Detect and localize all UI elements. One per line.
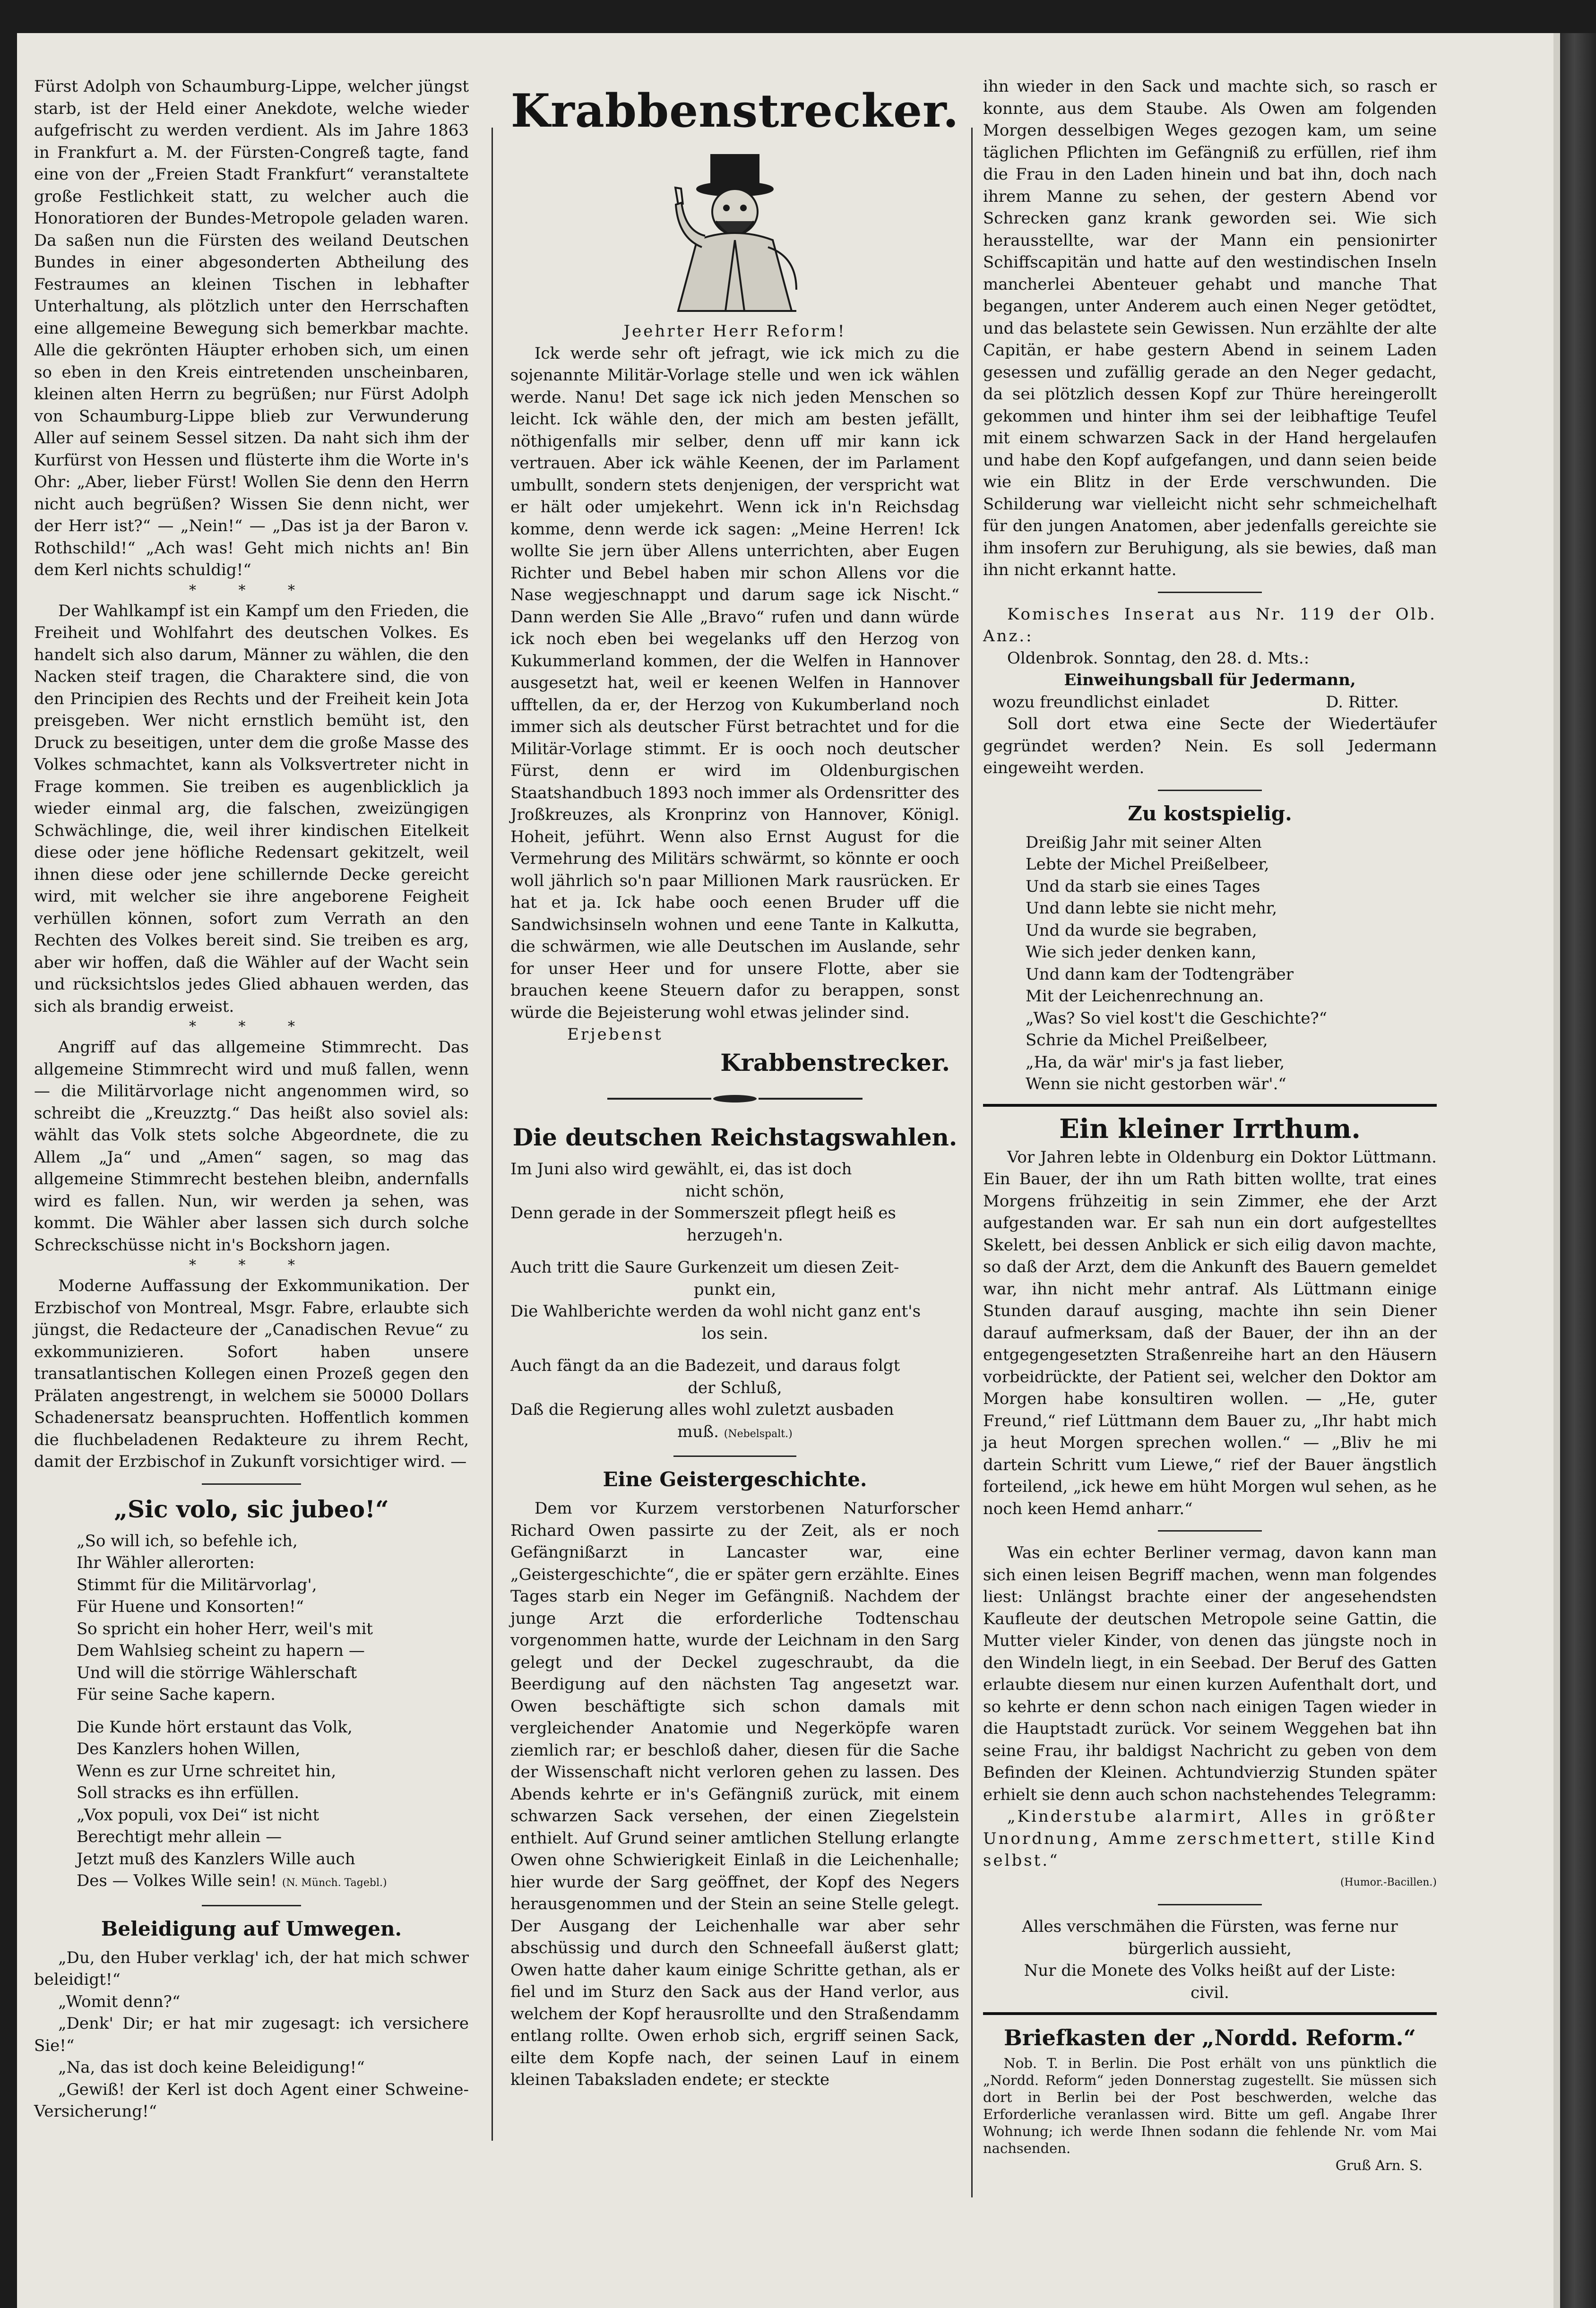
poem-line: Dreißig Jahr mit seiner Alten	[1026, 833, 1262, 852]
article-geistergeschichte: Dem vor Kurzem verstorbenen Naturforscher Richard Owen passirte zu der Zeit, als er noch Gefängnißarzt in Lancaster war, eine „Geistergeschichte“, die er später gern erzählte. Eines Tages starb ein Neger im Gefängniß. Nachdem der junge Arzt die erforderliche Todtenschau vorgenommen hatte, wurde der Leichnam in den Sarg gelegt und der Deckel zugeschraubt, da die Beerdigung auf den nächsten Tag angesetzt war. Owen beschäftigte sich schon damals mit vergleichender Anatomie und Negerköpfe waren ziemlich rar; er beschloß daher, diesen für die Sache der Wissenschaft nicht verloren gehen zu lassen. Des Abends kehrte er in's Gefängniß zurück, mit einem schwarzen Sack versehen, der einen Ziegelstein enthielt. Auf Grund seiner amtlichen Stellung erlangte Owen ohne Schwierigkeit Einlaß in die Leichenhalle; hier wurde der Sarg geöffnet, der Kopf des Negers herausgenommen und der Stein an seine Stelle gelegt. Der Ausgang der Leichenhalle war aber sehr abschüssig und durch den Schneefall äußerst glatt; Owen hatte daher kaum einige Schritte gethan, als er fiel und im Sturz den Sack aus der Hand verlor, aus welchem der Kopf herausrollte und den Straßendamm entlang rollte. Owen erhob sich, ergriff seinen Sack, eilte dem Kopfe nach, der seinen Lauf in einem kleinen Tabaksladen endete; er steckte	[510, 1499, 959, 2089]
irrthum-title: Ein kleiner Irrthum.	[1059, 1113, 1361, 1145]
letter-salutation: Jeehrter Herr Reform!	[623, 322, 846, 341]
article-geister-continued: ihn wieder in den Sack und machte sich, so rasch er konnte, aus dem Staube. Als Owen am folgenden Morgen desselbigen Weges gezogen kam, um seine täglichen Pflichten im Gefängniß zu erfüllen, rief ihm die Frau in den Laden hinein und bat ihn, doch nach ihrem Manne zu sehen, der gestern Abend vor Schrecken ganz krank geworden sei. Wie sich herausstellte, war der Mann ein pensionirter Schiffscapitän und hatte auf den westindischen Inseln mancherlei Abenteuer gehabt und manche That begangen, unter Anderem auch einen Neger getödtet, und das belastete sein Gewissen. Nun erzählte der alte Capitän, er habe gestern Abend in seinem Laden gesessen und zufällig gerade an den Neger gedacht, da sei plötzlich dessen Kopf zur Thüre hereingerollt gekommen und hinter ihm sei der leibhaftige Teufel mit einem schwarzen Sack in der Hand hergelaufen und habe den Kopf aufgefangen, und dann seien beide wie ein Blitz in der Erde verschwunden. Die Schilderung war vielleicht nicht sehr schmeichelhaft für den jungen Anatomen, aber jedenfalls gereichte sie ihm insofern zur Beruhigung, als sie bewies, daß man ihn nicht erkannt hatte.	[983, 77, 1437, 579]
poem-line: Die Kunde hört erstaunt das Volk,	[77, 1717, 353, 1737]
poem-line: Wenn es zur Urne schreitet hin,	[77, 1761, 336, 1781]
verse-line: Denn gerade in der Sommerszeit pflegt heiß es	[510, 1204, 896, 1223]
geister-title: Eine Geistergeschichte.	[603, 1468, 867, 1491]
verse-line: muß.	[677, 1422, 719, 1441]
poem-line: „Ha, da wär' mir's ja fast lieber,	[1026, 1052, 1285, 1072]
divider	[1158, 1904, 1262, 1905]
poem-line: Für Huene und Konsorten!“	[77, 1597, 304, 1616]
poem-line: Ihr Wähler allerorten:	[77, 1553, 255, 1572]
ornament-line	[603, 1093, 867, 1104]
telegram-text: „Kinderstube alarmirt, Alles in größter Unordnung, Amme zerschmettert, stille Kind selbst.“	[983, 1807, 1437, 1870]
masthead-krabbenstrecker: Krabbenstrecker.	[510, 84, 959, 138]
reichstag-stanza	[510, 1355, 959, 1445]
poem-line: Des — Volkes Wille sein!	[77, 1871, 277, 1890]
inserat-invite: wozu freundlichst einladet	[992, 692, 1209, 712]
verse-line: bürgerlich aussieht,	[1128, 1939, 1292, 1958]
verse-line: nicht schön,	[685, 1181, 785, 1201]
poem-line: Dem Wahlsieg scheint zu hapern —	[77, 1641, 365, 1660]
column-rule	[971, 128, 973, 2197]
inserat-comment: Soll dort etwa eine Secte der Wiedertäufer gegründet werden? Nein. Es soll Jedermann eingeweiht werden.	[983, 715, 1437, 777]
verse-line: Nur die Monete des Volks heißt auf der Liste:	[1024, 1961, 1396, 1980]
briefkasten-title: Briefkasten der „Nordd. Reform.“	[1003, 2025, 1416, 2050]
poem-line: „Was? So viel kost't die Geschichte?“	[1026, 1008, 1328, 1028]
briefkasten-text: Nob. T. in Berlin. Die Post erhält von uns pünktlich die „Nordd. Reform“ jeden Donnerstag zugestellt. Sie müssen sich dort in Berlin bei der Post beschwerden, welche das Erforderliche veranlassen wird. Bitte um gefl. Angabe Ihrer Wohnung; ich werde Ihnen sodann die fehlende Nr. vom Mai nachsenden.	[983, 2055, 1437, 2156]
poem-stanza	[77, 1530, 469, 1706]
letter-body: Ick werde sehr oft jefragt, wie ick mich zu die sojenannte Militär-Vorlage stelle und wen ick wählen werde. Nanu! Det sage ick nich jeden Menschen so leicht. Ick wähle den, der mich am besten jefällt, nöthigenfalls mir selber, denn uff mir kann ick vertrauen. Aber ick wähle Keenen, der im Parlament umbullt, sondern stets denjenigen, der verspricht wat er hält oder umjekehrt. Wenn ick in'n Reichsdag komme, denn werde ick sagen: „Meine Herren! Ick wollte Sie jern über Allens unterrichten, aber Eugen Richter und Bebel haben mir schon Allens vor die Nase wegjeschnappt und darum sage ick Nischt.“ Dann werden Sie Alle „Bravo“ rufen und dann würde ick noch eben bei wegelanks uff den Herzog von Kukummerland kommen, der die Welfen in Hannover ausgesetzt hat, weil er keenen Welfen in Hannover ufftellen, da er, der Herzog von Kukumberland noch immer sich als deutscher Fürst betrachtet und for die Militär-Vorlage stimmt. Er is ooch noch deutscher Fürst, denn er wird im Oldenburgischen Staatshandbuch 1893 noch immer als Ordensritter des Jroßkreuzes, als Kronprinz von Hannover, Königl. Hoheit, jeführt. Wenn also Ernst August for die Vermehrung des Militärs schwärmt, so könnte er ooch woll jährlich so'n paar Millionen Mark rausrücken. Er hat et ja. Ick habe ooch eenen Bruder uff die Sandwichsinseln wohnen und eene Tante in Kalkutta, die schwärmen, wie alle Deutschen im Auslande, sehr for unser Heer und for unsere Flotte, aber sie brauchen keene Steuern dafor zu berappen, sonst würde die Bejeisterung wohl etwas jelinder sind.	[510, 344, 959, 1022]
inserat-invite-row	[983, 691, 1437, 714]
poem-line: Lebte der Michel Preißelbeer,	[1026, 855, 1269, 874]
poem-stanza	[77, 1716, 469, 1895]
verse-line: los sein.	[701, 1324, 768, 1343]
divider	[983, 1104, 1437, 1107]
verse-line: Auch tritt die Saure Gurkenzeit um diesen Zeit-	[510, 1258, 899, 1277]
poem-line: So spricht ein hoher Herr, weil's mit	[77, 1619, 373, 1638]
article-wahlkampf: Der Wahlkampf ist ein Kampf um den Frieden, die Freiheit und Wohlfahrt des deutschen Volkes. Es handelt sich also darum, Männer zu wählen, die den Nacken steif tragen, die Charaktere sind, die von den Principien des Rechts und der Freiheit kein Jota preisgeben. Wer nicht ernstlich bemüht ist, den Druck zu beseitigen, unter dem die große Masse des Volkes schmachtet, kann als Volksvertreter nicht in Frage kommen. Sie treiben es augenblicklich ja wieder einmal arg, die falschen, zweizüngigen Schwächlinge, die, weil ihrer kindischen Eitelkeit diese oder jene höfliche Redensart gekitzelt, weil ihnen diese oder jene schillernde Decke gereicht wird, mit welcher sie ihre angeborene Feigheit verhüllen können, sofort zum Verrath an den Rechten des Volkes bereit sind. Sie treiben es arg, aber wir hoffen, daß die Wähler auf der Wacht sein und rücksichtslos jedes Glied abhauen werden, das sich als brandig erweist.	[34, 601, 469, 1016]
verse-source: (Nebelspalt.)	[724, 1428, 793, 1440]
verse-line: Daß die Regierung alles wohl zuletzt ausbaden	[510, 1400, 894, 1419]
reichstag-stanza	[510, 1257, 959, 1344]
poem-zu-kostspielig	[1026, 832, 1437, 1095]
poem-line: Soll stracks es ihn erfüllen.	[77, 1783, 300, 1802]
separator-stars: * * *	[189, 1018, 314, 1035]
separator-stars: * * *	[189, 582, 314, 599]
article-exkommunikation: Moderne Auffassung der Exkommunikation. Der Erzbischof von Montreal, Msgr. Fabre, erlaubte sich jüngst, die Redacteure der „Canadischen Revue“ zu exkommunizieren. Sofort haben unsere transatlantischen Kollegen einen Prozeß gegen den Prälaten angestrengt, in welchem sie 50000 Dollars Schadenersatz beanspruchten. Hoffentlich kommen die fluchbeladenen Redakteure zu ihrem Recht, damit der Erzbischof in Zukunft vorsichtiger wird. —	[34, 1276, 469, 1471]
poem-line: Schrie da Michel Preißelbeer,	[1026, 1031, 1268, 1050]
zu-kostspielig-title: Zu kostspielig.	[1128, 801, 1292, 825]
poem-line: Stimmt für die Militärvorlag',	[77, 1575, 317, 1594]
poem-sic-volo	[77, 1530, 469, 1895]
ornamental-divider	[510, 1089, 959, 1111]
poem-line: Wenn sie nicht gestorben wär'.“	[1026, 1075, 1286, 1094]
poem-line: Und dann lebte sie nicht mehr,	[1026, 899, 1277, 918]
column-right	[983, 76, 1437, 2174]
verse-line: Auch fängt da an die Badezeit, und daraus folgt	[510, 1356, 900, 1375]
inserat-intro: Komisches Inserat aus Nr. 119 der Olb. Anz.:	[983, 604, 1437, 646]
poem-line: Und da wurde sie begraben,	[1026, 921, 1257, 940]
poem-line: Und will die störrige Wählerschaft	[77, 1663, 357, 1682]
poem-line: „So will ich, so befehle ich,	[77, 1531, 298, 1550]
column-left	[34, 76, 469, 2123]
divider	[202, 1905, 301, 1906]
verse-line: Alles verschmähen die Fürsten, was ferne nur	[1022, 1917, 1398, 1936]
poem-line: Des Kanzlers hohen Willen,	[77, 1740, 301, 1758]
poem-title: „Sic volo, sic jubeo!“	[114, 1495, 389, 1523]
inserat-line: Oldenbrok. Sonntag, den 28. d. Mts.:	[1007, 648, 1310, 668]
reichstag-title: Die deutschen Reichstagswahlen.	[512, 1123, 958, 1151]
letter-signature: Krabbenstrecker.	[720, 1048, 950, 1076]
poem-line: Und da starb sie eines Tages	[1026, 877, 1260, 896]
verse-line: Die Wahlberichte werden da wohl nicht ganz ent's	[510, 1302, 921, 1321]
article-schaumburg: Fürst Adolph von Schaumburg-Lippe, welcher jüngst starb, ist der Held einer Anekdote, welche wieder aufgefrischt zu werden verdient. Als im Jahre 1863 in Frankfurt a. M. der Fürsten-Congreß tagte, fand eine von der „Freien Stadt Frankfurt“ veranstaltete große Festlichkeit statt, zu welcher auch die Honoratioren der Bundes-Metropole geladen waren. Da saßen nun die Fürsten des weiland Deutschen Bundes in einer abgesonderten Abtheilung des Festraumes an kleinen Tischen in lebhafter Unterhaltung, als plötzlich unter den Herrschaften eine allgemeine Bewegung sich bemerkbar machte. Alle die gekrönten Häupter erhoben sich, um einen so eben in den Kreis eintretenden unscheinbaren, kleinen alten Herrn zu begrüßen; nur Fürst Adolph von Schaumburg-Lippe blieb zur Verwunderung Aller auf seinem Sessel sitzen. Da naht sich ihm der Kurfürst von Hessen und flüsterte ihm die Worte in's Ohr: „Aber, lieber Fürst! Wollen Sie denn den Herrn nicht auch begrüßen? Wissen Sie denn nicht, wer der Herr ist?“ — „Nein!“ — „Das ist ja der Baron v. Rothschild!“ „Ach was! Geht mich nichts an! Bin dem Kerl nichts schuldig!“	[34, 77, 469, 579]
telegram-source: (Humor.-Bacillen.)	[1340, 1876, 1437, 1888]
poem-line: „Vox populi, vox Dei“ ist nicht	[77, 1805, 319, 1825]
briefkasten-signature: Gruß Arn. S.	[1335, 2157, 1423, 2173]
divider	[983, 2012, 1437, 2015]
poem-line: Mit der Leichenrechnung an.	[1026, 987, 1264, 1006]
verse-line: punkt ein,	[693, 1280, 776, 1299]
column-rule	[492, 128, 493, 2141]
reichstag-stanza	[510, 1158, 959, 1246]
verse-line: der Schluß,	[688, 1378, 782, 1397]
separator-stars: * * *	[189, 1257, 314, 1274]
dialogue-line: „Du, den Huber verklag' ich, der hat mich schwer beleidigt!“	[34, 1948, 469, 1989]
caricature-illustration	[645, 146, 825, 316]
verse-line: Im Juni also wird gewählt, ei, das ist doch	[510, 1160, 852, 1179]
poem-line: Für seine Sache kapern.	[77, 1685, 276, 1704]
poem-line: Wie sich jeder denken kann,	[1026, 943, 1257, 962]
verse-line: civil.	[1191, 1983, 1229, 2002]
divider	[202, 1483, 301, 1485]
column-middle	[510, 76, 959, 2091]
closing-verse	[983, 1916, 1437, 2004]
poem-line: Berechtigt mehr allein —	[77, 1827, 282, 1846]
inserat-name: D. Ritter.	[1326, 692, 1399, 712]
beleidigung-title: Beleidigung auf Umwegen.	[101, 1917, 402, 1940]
poem-source: (N. Münch. Tagebl.)	[282, 1877, 387, 1889]
letter-closing: Erjebenst	[567, 1025, 663, 1044]
divider	[1158, 1530, 1262, 1532]
dialogue-line: „Gewiß! der Kerl ist doch Agent einer Schweine-Versicherung!“	[34, 2080, 469, 2121]
page-edge	[1560, 33, 1596, 2308]
poem-line: Und dann kam der Todtengräber	[1026, 965, 1294, 984]
divider	[1158, 592, 1262, 593]
divider	[1158, 790, 1262, 791]
inserat-title: Einweihungsball für Jedermann,	[1064, 671, 1356, 689]
article-stimmrecht: Angriff auf das allgemeine Stimmrecht. Das allgemeine Stimmrecht wird und muß fallen, wenn — die Militärvorlage nicht angenommen wird, so schreibt die „Kreuzztg.“ Das heißt also soviel als: wählt das Volk stets solche Abgeordnete, die zu Allem „Ja“ und „Amen“ sagen, so mag das allgemeine Stimmrecht bestehen bleibn, andernfalls wird es fallen. Nun, wir werden ja sehen, was kommt. Die Wähler aber lassen sich durch solche Schreckschüsse nicht in's Bockshorn jagen.	[34, 1038, 469, 1255]
divider	[673, 1455, 796, 1457]
dialogue-line: „Denk' Dir; er hat mir zugesagt: ich versichere Sie!“	[34, 2014, 469, 2055]
poem-line: Jetzt muß des Kanzlers Wille auch	[77, 1849, 355, 1869]
dialogue-line: „Womit denn?“	[58, 1992, 181, 2011]
dialogue-line: „Na, das ist doch keine Beleidigung!“	[58, 2058, 365, 2077]
verse-line: herzugeh'n.	[687, 1225, 783, 1245]
article-berliner: Was ein echter Berliner vermag, davon kann man sich einen leisen Begriff machen, wenn man folgendes liest: Unlängst brachte einer der angesehendsten Kaufleute der deutschen Metropole seine Gattin, die Mutter vieler Kinder, von denen das jüngste noch in den Windeln liegt, in ein Seebad. Der Beruf des Gatten erlaubte diesem nur einen kurzen Aufenthalt dort, und so kehrte er denn schon nach einigen Tagen wieder in die Hauptstadt zurück. Vor seinem Weggehen bat ihn seine Frau, ihr baldigst Nachricht zu geben von dem Befinden der Kleinen. Achtundvierzig Stunden später erhielt sie denn auch schon nachstehendes Telegramm:	[983, 1543, 1437, 1804]
article-irrthum: Vor Jahren lebte in Oldenburg ein Doktor Lüttmann. Ein Bauer, der ihn um Rath bitten wollte, trat eines Morgens frühzeitig in sein Zimmer, ehe der Arzt aufgestanden war. Er sah nun ein dort aufgestelltes Skelett, bei dessen Anblick er sich eilig davon machte, so daß der Arzt, dem die Ankunft des Bauern gemeldet war, ihn nicht mehr antraf. Als Lüttmann einige Stunden darauf ausging, machte ihn sein Diener darauf aufmerksam, daß der Bauer, der ihn an der entgegengesetzten Straßenreihe hart an den Häusern vorbeidrückte, der Patient sei, welcher den Doktor am Morgen habe konsultiren wollen. — „He, guter Freund,“ rief Lüttmann dem Bauer zu, „Ihr habt mich ja heut Morgen sprechen wollen.“ — „Bliv he mi dartein Schritt vum Liewe,“ rief der Bauer ängstlich forteilend, „ick hewe em hüht Morgen wul sehen, as he noch keen Hemd anharr.“	[983, 1147, 1437, 1518]
